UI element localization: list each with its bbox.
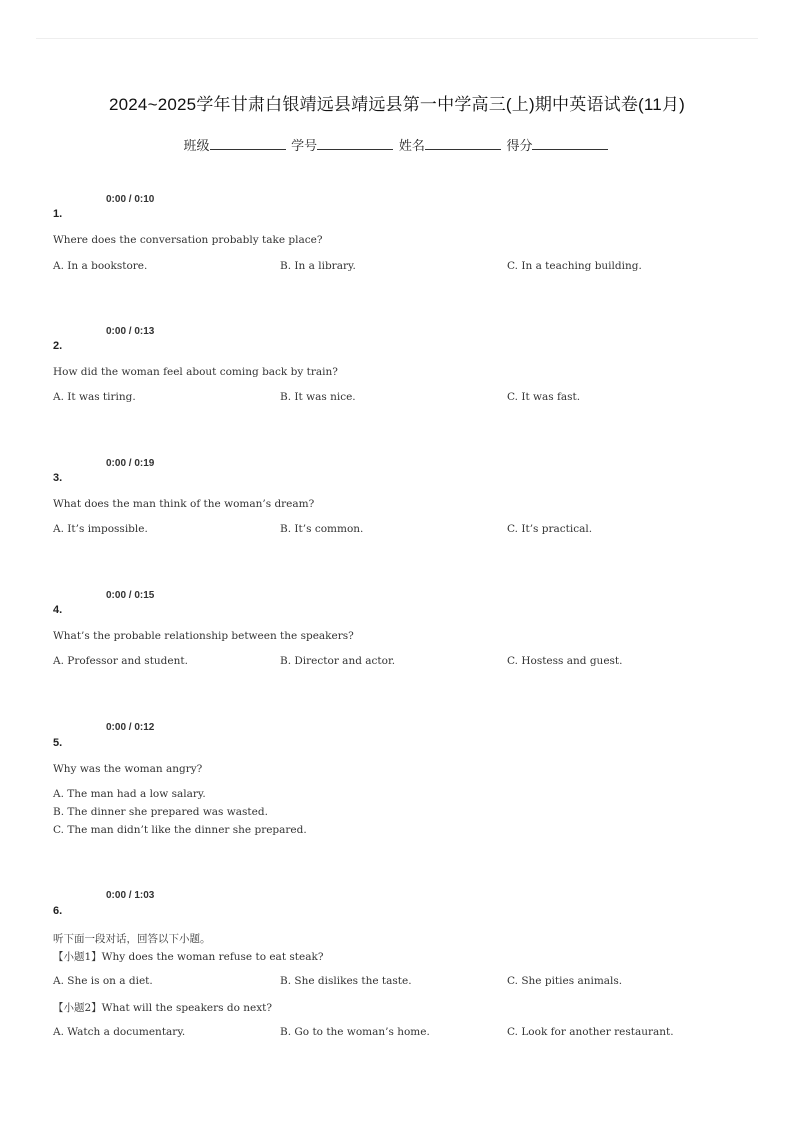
name-blank[interactable] (425, 137, 501, 150)
sub-question-1-stem: 【小题1】Why does the woman refuse to eat steak? (53, 951, 324, 963)
option-b[interactable]: B. It was nice. (280, 391, 356, 403)
question-5 (53, 737, 753, 847)
question-intro: 听下面一段对话，回答以下小题。 (53, 933, 211, 945)
option-b[interactable]: B. It’s common. (280, 523, 364, 535)
question-4 (53, 604, 753, 674)
question-stem: How did the woman feel about coming back by train? (53, 366, 338, 378)
option-a[interactable]: A. It was tiring. (53, 391, 136, 403)
question-number: 3. (53, 472, 63, 484)
option-b[interactable]: B. Director and actor. (280, 655, 396, 667)
question-stem: What’s the probable relationship between the speakers? (53, 630, 354, 642)
sub1-option-c[interactable]: C. She pities animals. (507, 975, 623, 987)
student-info-line (0, 135, 794, 154)
option-b[interactable]: B. The dinner she prepared was wasted. (53, 806, 268, 818)
audio-player-6[interactable]: 0:00 / 1:03 (106, 890, 155, 901)
option-a[interactable]: A. It’s impossible. (53, 523, 148, 535)
student-id-blank[interactable] (317, 137, 393, 150)
question-2 (53, 340, 753, 410)
question-3 (53, 472, 753, 542)
score-label: 得分 (506, 138, 533, 153)
option-a[interactable]: A. The man had a low salary. (53, 788, 206, 800)
question-number: 1. (53, 208, 63, 220)
option-a[interactable]: A. Professor and student. (53, 655, 188, 667)
question-1 (53, 208, 753, 278)
sub1-option-a[interactable]: A. She is on a diet. (53, 975, 153, 987)
option-c[interactable]: C. Hostess and guest. (507, 655, 623, 667)
option-c[interactable]: C. In a teaching building. (507, 260, 642, 272)
audio-player-2[interactable]: 0:00 / 0:13 (106, 326, 155, 337)
question-number: 6. (53, 905, 63, 917)
option-b[interactable]: B. In a library. (280, 260, 356, 272)
audio-player-3[interactable]: 0:00 / 0:19 (106, 458, 155, 469)
sub2-option-b[interactable]: B. Go to the woman’s home. (280, 1026, 430, 1038)
option-c[interactable]: C. The man didn’t like the dinner she prepared. (53, 824, 307, 836)
sub1-option-b[interactable]: B. She dislikes the taste. (280, 975, 412, 987)
question-number: 4. (53, 604, 63, 616)
name-label: 姓名 (398, 138, 425, 153)
question-number: 5. (53, 737, 63, 749)
page-title: 2024~2025学年甘肃白银靖远县靖远县第一中学高三(上)期中英语试卷(11月) (108, 95, 686, 114)
sub2-option-a[interactable]: A. Watch a documentary. (53, 1026, 186, 1038)
class-blank[interactable] (210, 137, 286, 150)
question-stem: What does the man think of the woman’s dream? (53, 498, 315, 510)
option-c[interactable]: C. It was fast. (507, 391, 581, 403)
audio-player-1[interactable]: 0:00 / 0:10 (106, 194, 155, 205)
top-divider (36, 38, 758, 39)
student-id-label: 学号 (291, 138, 318, 153)
question-number: 2. (53, 340, 63, 352)
audio-player-4[interactable]: 0:00 / 0:15 (106, 590, 155, 601)
class-label: 班级 (183, 138, 210, 153)
question-stem: Why was the woman angry? (53, 763, 203, 775)
sub2-option-c[interactable]: C. Look for another restaurant. (507, 1026, 674, 1038)
option-c[interactable]: C. It’s practical. (507, 523, 593, 535)
score-blank[interactable] (532, 137, 608, 150)
question-stem: Where does the conversation probably take place? (53, 234, 323, 246)
option-a[interactable]: A. In a bookstore. (53, 260, 148, 272)
question-6 (53, 905, 753, 1045)
audio-player-5[interactable]: 0:00 / 0:12 (106, 722, 155, 733)
sub-question-2-stem: 【小题2】What will the speakers do next? (53, 1002, 273, 1014)
